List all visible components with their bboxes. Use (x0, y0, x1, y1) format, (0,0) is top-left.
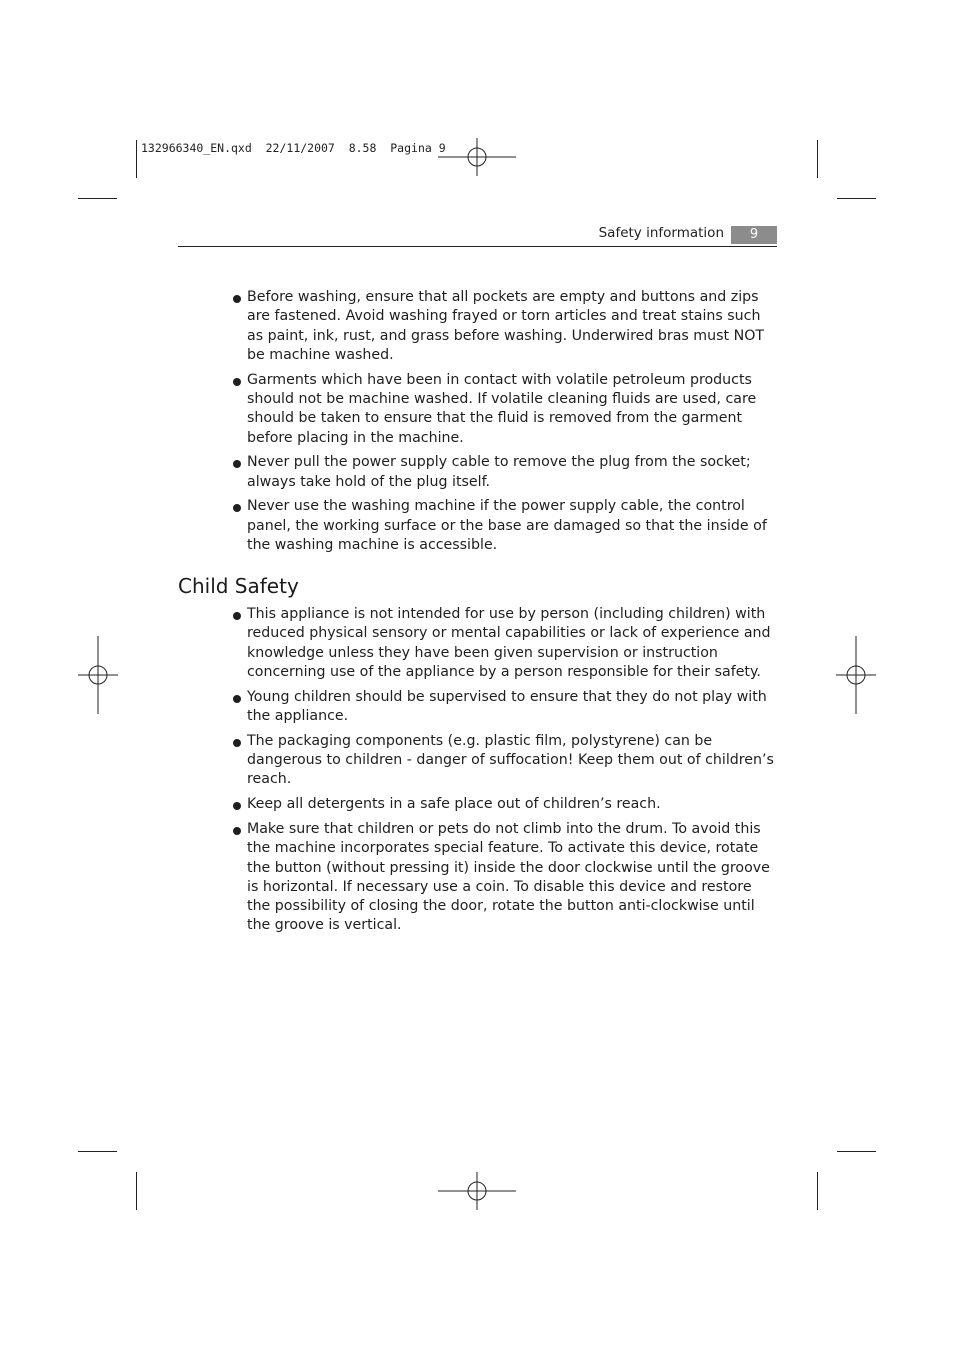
crop-mark (837, 198, 876, 199)
crop-mark (136, 140, 137, 178)
child-safety-list (232, 605, 777, 941)
print-slug: 132966340_EN.qxd 22/11/2007 8.58 Pagina 9 (141, 141, 446, 155)
crop-mark (837, 1151, 876, 1152)
list-item: Never use the washing machine if the power supply cable, the control panel, the working surface or the base are damaged so that the inside of the washing machine is accessible. (232, 497, 777, 555)
registration-mark-icon (437, 137, 517, 177)
list-item: Young children should be supervised to ensure that they do not play with the appliance. (232, 688, 777, 727)
list-item: Keep all detergents in a safe place out of children’s reach. (232, 795, 777, 814)
crop-mark (817, 140, 818, 178)
list-item: Garments which have been in contact with volatile petroleum products should not be machine washed. If volatile cleaning fluids are used, care should be taken to ensure that the fluid is removed from the garment before placing in the machine. (232, 371, 777, 448)
registration-mark-icon (437, 1171, 517, 1211)
registration-mark-icon (78, 636, 118, 714)
safety-list (232, 288, 777, 561)
list-item: Before washing, ensure that all pockets are empty and buttons and zips are fastened. Avoid washing frayed or torn articles and treat stains such as paint, ink, rust, and grass before washing. Underwired bras must NOT be machine washed. (232, 288, 777, 365)
crop-mark (136, 1172, 137, 1210)
list-item: Make sure that children or pets do not climb into the drum. To avoid this the machine incorporates special feature. To activate this device, rotate the button (without pressing it) inside the door clockwise until the groove is horizontal. If necessary use a coin. To disable this device and restore the possibility of closing the door, rotate the button anti-clockwise until the groove is vertical. (232, 820, 777, 936)
list-item: Never pull the power supply cable to remove the plug from the socket; always take hold of the plug itself. (232, 453, 777, 492)
page-number-badge: 9 (731, 226, 777, 244)
header-divider (178, 246, 777, 247)
list-item: This appliance is not intended for use by person (including children) with reduced physical sensory or mental capabilities or lack of experience and knowledge unless they have been given supervision or instruction concerning use of the appliance by a person responsible for their safety. (232, 605, 777, 682)
section-heading-child-safety: Child Safety (178, 574, 299, 598)
crop-mark (817, 1172, 818, 1210)
list-item: The packaging components (e.g. plastic film, polystyrene) can be dangerous to children - danger of suffocation! Keep them out of children’s reach. (232, 732, 777, 790)
running-header-title: Safety information (598, 225, 724, 241)
registration-mark-icon (836, 636, 876, 714)
crop-mark (78, 198, 117, 199)
crop-mark (78, 1151, 117, 1152)
